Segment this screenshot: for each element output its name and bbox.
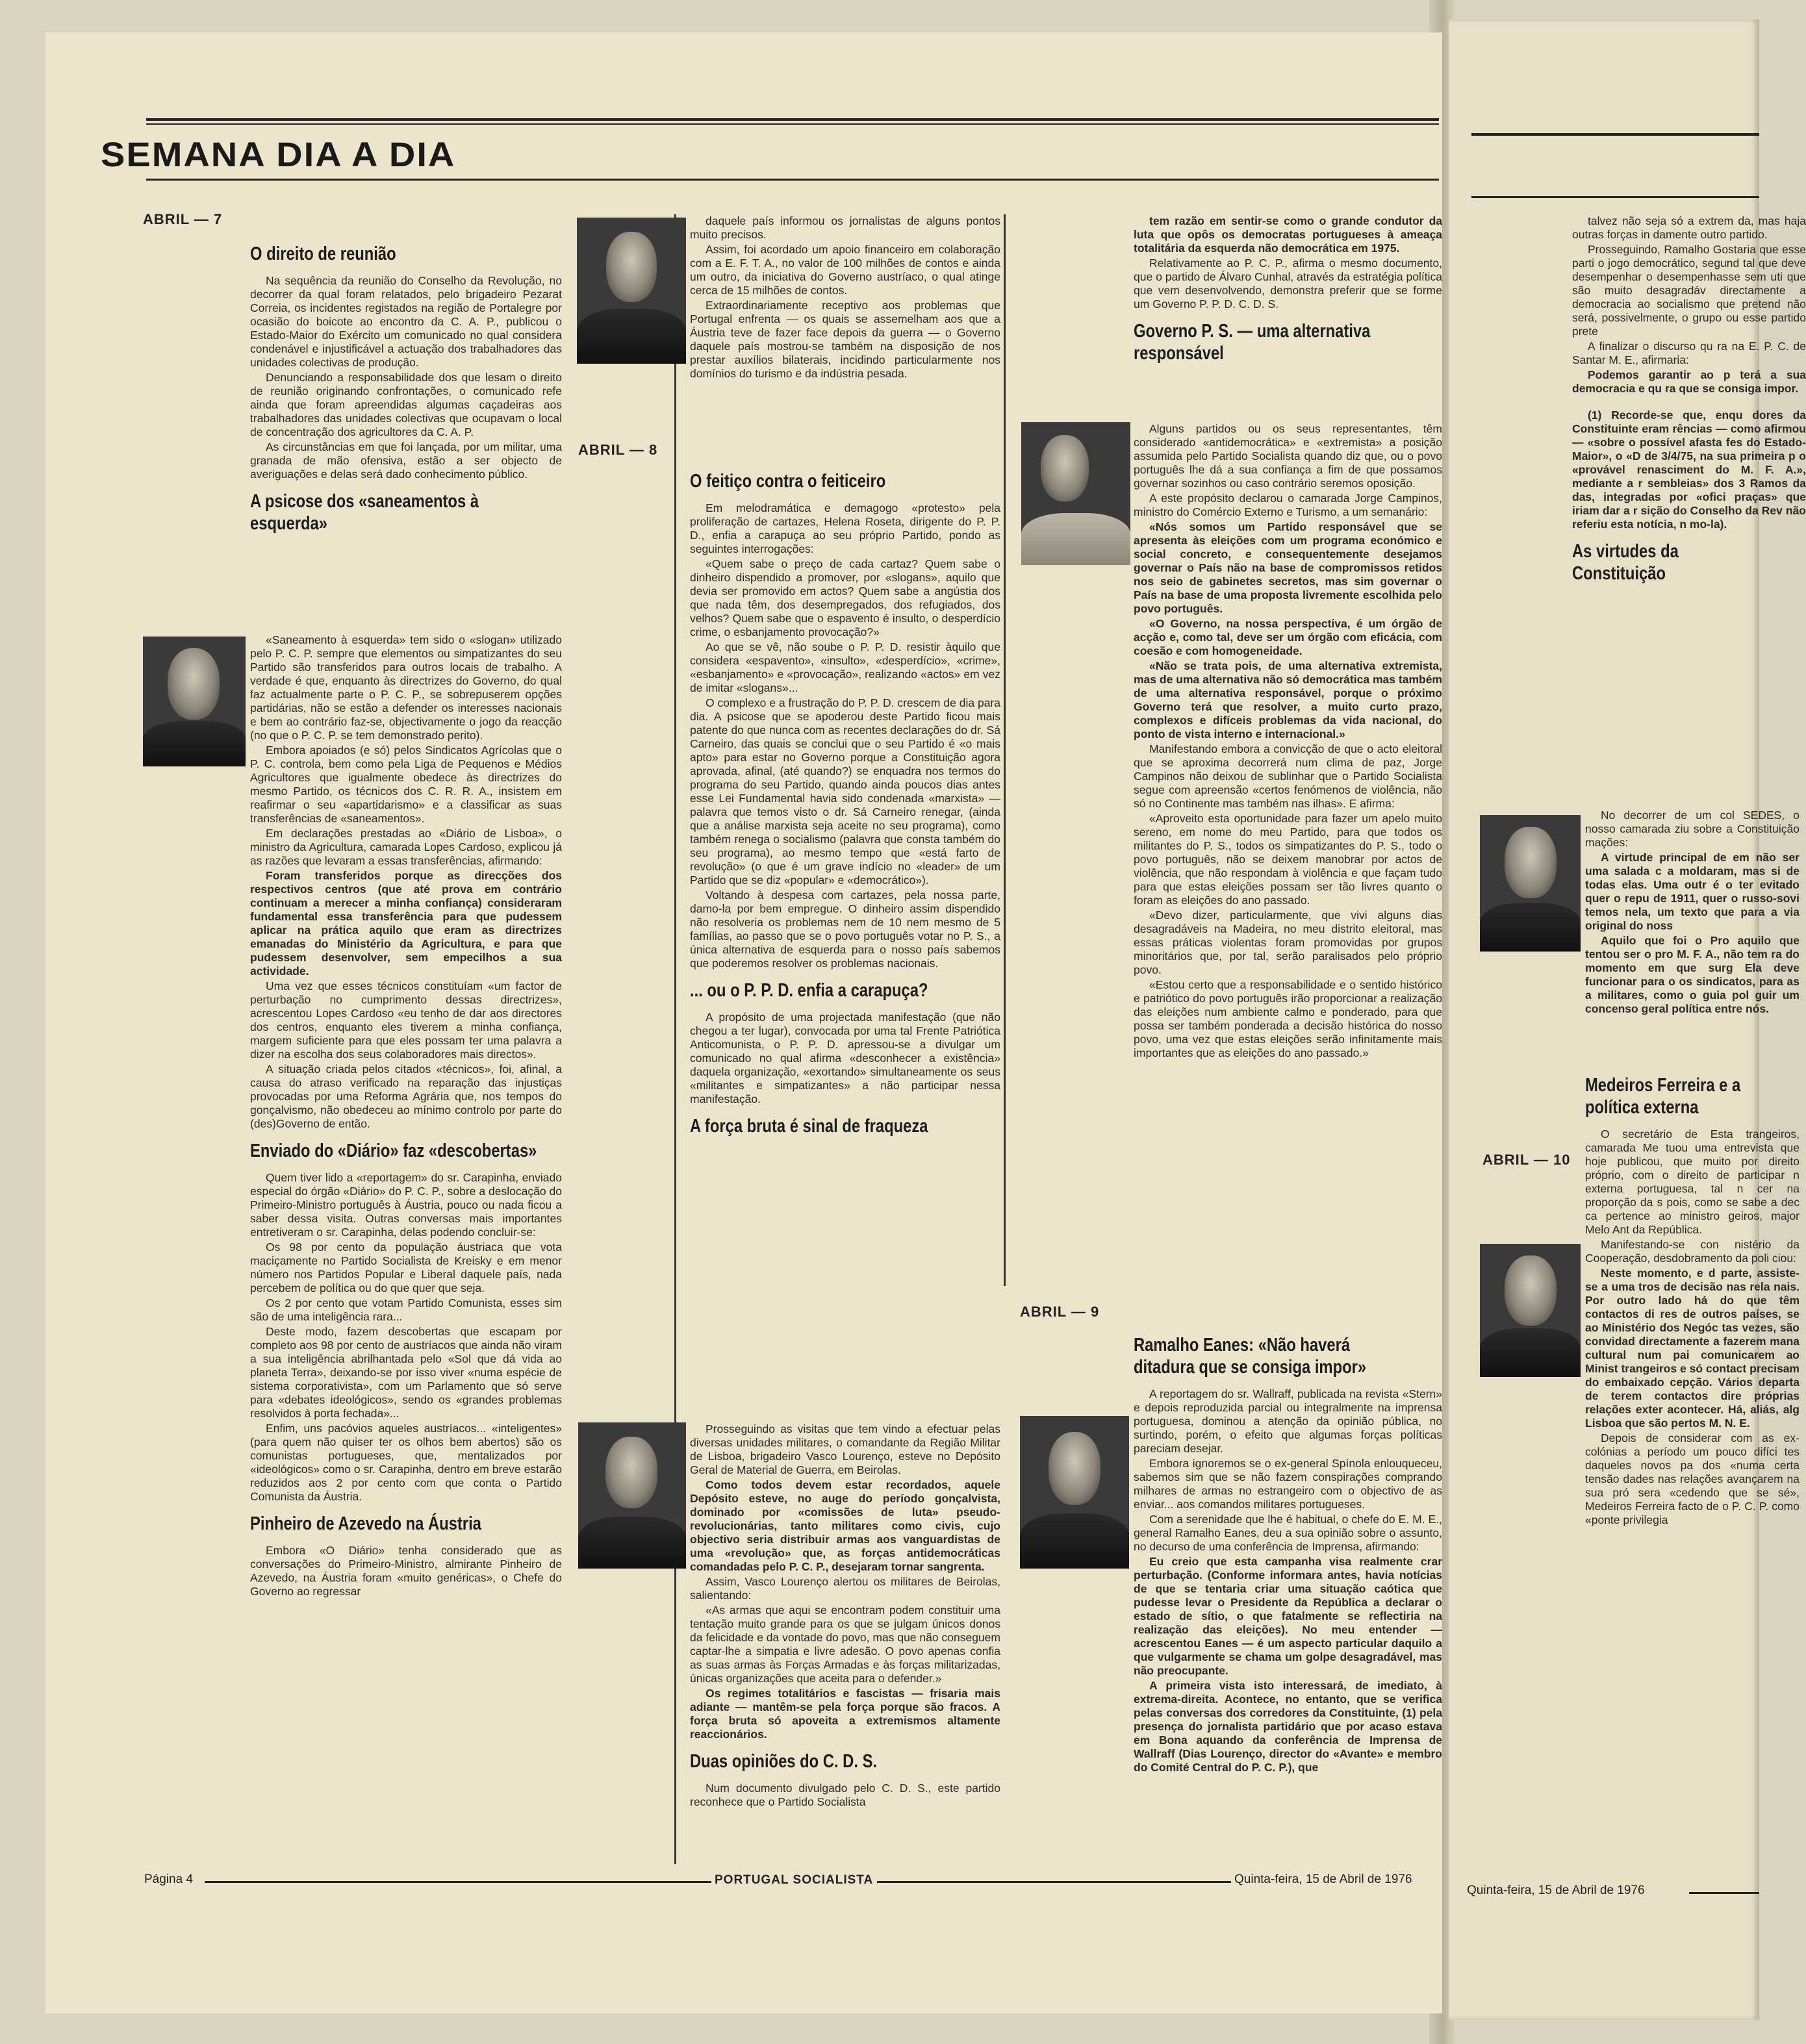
column-rule-1	[674, 214, 676, 1864]
date-label-9: ABRIL — 9	[1020, 1304, 1100, 1320]
paragraph: O complexo e a frustração do P. P. D. crescem de dia para dia. A psicose que se apoderou deste Partido ficou mais patente do que nunca com as recentes declarações do dr. Sá Carneiro, das quais se conclui que o seu Partido é «o mais apto» para estar no Governo porque a Constituição agora aprovada, afinal, (até quando?) se enquadra nos termos do programa do seu Partido, quando ainda poucos dias antes esse Lei Fundamental havia sido condenada «marxista» — palavra que temos visto o dr. Sá Carneiro renegar, (ainda que a análise marxista seja aceite no seu programa), como também renega o socialismo (palavra que consta também do seu programa), ao mesmo tempo que «está farto de revolução» (o que é um grave indício no «leader» de um Partido que se diz «popular» e «democrático»).	[690, 696, 1000, 887]
paragraph: Assim, Vasco Lourenço alertou os militares de Beirolas, salientando:	[690, 1575, 1000, 1602]
paragraph: Extraordinariamente receptivo aos problemas que Portugal enfrenta — os quais se assemelham aos que a Áustria teve de fazer face depois da guerra — o Governo daquele país mostrou-se também na disposição de nos prestar auxílios bilaterais, incidindo particularmente nos domínios do turismo e da indústria pesada.	[690, 299, 1000, 380]
paragraph: A primeira vista isto interessará, de imediato, à extrema-direita. Acontece, no entanto, que se verifica pelas conversas dos corredores da Constituinte, (1) pela presença do jornalista partidário que por acaso estava em Bona aquando da conferência de Imprensa de Wallraff (Dias Lourenço, director do «Avante» e membro do Comité Central do P. C. P.), que	[1134, 1679, 1442, 1774]
portrait-photo-vasco-lourenco	[578, 1422, 686, 1569]
paragraph: «Devo dizer, particularmente, que vivi alguns dias desagradáveis na Madeira, no meu distrito eleitoral, mas essas práticas violentas foram promovidas por grupos minoritários que, por tal, serão paralisados pelo próprio povo.	[1134, 909, 1442, 976]
paragraph: Manifestando embora a convicção de que o acto eleitoral que se aproxima decorrerá num clima de paz, Jorge Campinos não deixou de sublinhar que o Partido Socialista segue com apreensão «certos fenómenos de violência, não só no Continente mas também nas ilhas». E afirma:	[1134, 742, 1442, 810]
headline: A força bruta é sinal de fraqueza	[690, 1116, 928, 1137]
footer-rule-page2	[1689, 1892, 1759, 1894]
article-cds-continued	[1134, 214, 1442, 373]
headline: Duas opiniões do C. D. S.	[690, 1751, 878, 1772]
headline: ... ou o P. P. D. enfia a carapuça?	[690, 980, 928, 1001]
paragraph: Ao que se vê, não soube o P. P. D. resistir àquilo que considera «espavento», «insulto», «desperdício», «crime», «esbanjamento» e «provocação», realizando «actos» em vez de imitar «slogans»...	[690, 640, 1000, 694]
paragraph: A virtude principal de em não ser uma salada c a moldaram, mas si de todas elas. Uma outr é o ter evitado quer o repu de 1911, quer o russo-sovi temos nela, um texto que para a via original do noss	[1585, 851, 1800, 932]
article-governo-ps	[1134, 422, 1442, 1061]
paragraph: A reportagem do sr. Wallraff, publicada na revista «Stern» e depois reproduzida parcial ou integralmente na imprensa portuguesa, dominou a atenção da opinião pública, no surtindo, porém, o efeito que algumas forças políticas pareciam desejar.	[1134, 1387, 1442, 1455]
paragraph: tem razão em sentir-se como o grande condutor da luta que opôs os democratas portugueses à ameaça totalitária da esquerda não democrática em 1975.	[1134, 214, 1442, 255]
issue-date: Quinta-feira, 15 de Abril de 1976	[1234, 1873, 1412, 1886]
paragraph: Assim, foi acordado um apoio financeiro em colaboração com a E. F. T. A., no valor de 100 milhões de contos e ainda um outro, da iniciativa do Governo austríaco, o qual atinge cerca de 15 milhões de contos.	[690, 243, 1000, 297]
article-austria-continued	[690, 214, 1000, 382]
paragraph: Os 98 por cento da população áustriaca que vota maciçamente no Partido Socialista de Kreisky e em menor número nos Partidos Popular e Liberal daquele país, nada percebem de política ou do que quer que seja.	[250, 1241, 562, 1294]
paragraph: Na sequência da reunião do Conselho da Revolução, no decorrer da qual foram relatados, pelo brigadeiro Pezarat Correia, os incidentes registados na região de Portalegre por ocasião do boicote ao encontro da C. A. P., publicou o Estado-Maior do Exército um comunicado no qual considera condenável e injustificável a actuação dos trabalhadores das unidades colectivas de produção.	[250, 274, 562, 369]
paragraph-quote: «Não se trata pois, de uma alternativa extremista, mas de uma alternativa não só democrática mas também de uma alternativa responsável, porque o próximo Governo terá que resolver, a muito curto prazo, complexos e difíceis problemas da vida nacional, do ponto de vista interno e internacional.»	[1134, 659, 1442, 740]
footnote: (1) Recorde-se que, enqu dores da Constituinte eram rências — como afirmou — «sobre o possível afasta fes do Estado-Maior», o «D de 3/4/75, na sua primeira p o «provável renasciment do M. F. A.», mediante a r sembleias» dos 3 Ramos da das, integradas por «ofici praças» que iriam dar a r sição do Conselho da Rev não referiu esta notícia, n mo-la).	[1572, 409, 1806, 531]
article-ramalho-eanes	[1134, 1325, 1442, 1776]
issue-date-page2: Quinta-feira, 15 de Abril de 1976	[1467, 1884, 1645, 1897]
paragraph: No decorrer de um col SEDES, o nosso camarada ziu sobre a Constituição mações:	[1585, 809, 1800, 849]
portrait-photo-pinheiro-azevedo	[577, 218, 686, 364]
paragraph: «Saneamento à esquerda» tem sido o «slogan» utilizado pelo P. C. P. sempre que elementos ou simpatizantes do seu Partido são transferidos para outros locais de trabalho. A verdade é que, enquanto às directrizes do Governo, do qual faz actualmente parte o P. C. P., se sobrepuserem opções partidárias, não se estão a defender os interesses nacionais e bem ao contrário faz-se, objectivamente o jogo da reacção (no que o P. C. P. se tem demonstrado perito).	[250, 633, 562, 742]
paragraph: Denunciando a responsabilidade dos que lesam o direito de reunião originando confrontações, o comunicado refe ainda que foram apreendidas algumas caçadeiras aos trabalhadores das unidades colectivas que ocupavam o local de concentração dos agricultores da C. A. P.	[250, 371, 562, 438]
paragraph: O secretário de Esta trangeiros, camarada Me tuou uma entrevista que hoje publicou, que muito por direito próprio, com o direito de participar n externa portuguesa, tal n cer na proporção da s pois, como se sabe a dec ca pertence ao ministro geiros, major Melo Ant da República.	[1585, 1128, 1800, 1236]
paragraph: A situação criada pelos citados «técnicos», foi, afinal, a causa do atraso verificado na reparação das injustiças provocadas por uma Reforma Agrária que, nos tempos do gonçalvismo, não obedeceu ao mínimo controlo por parte do (des)Governo de então.	[250, 1063, 562, 1130]
paragraph: Uma vez que esses técnicos constituíam «um factor de perturbação no cumprimento dessas directrizes», acrescentou Lopes Cardoso «eu tenho de dar aos directores dos centros, enquanto eles tiverem a minha confiança, margem suficiente para que eles possam ter uma palavra a dizer na escolha dos seus colaboradores mais directos».	[250, 979, 562, 1061]
paragraph: Em declarações prestadas ao «Diário de Lisboa», o ministro da Agricultura, camarada Lopes Cardoso, explicou já as razões que levaram a essas transferências, afirmando:	[250, 827, 562, 867]
footer-rule-left	[205, 1881, 711, 1883]
paragraph-quote: «Nós somos um Partido responsável que se apresenta às eleições com um programa económico e social concreto, e consequentemente desejamos governar o País não na base de compromissos retidos nos seio de gabinetes secretos, mas sim governar o País na base de uma proposta livremente escolhida pelo povo português.	[1134, 520, 1442, 615]
top-rule-thin	[146, 123, 1439, 125]
paragraph: A propósito de uma projectada manifestação (que não chegou a ter lugar), convocada por uma tal Frente Patriótica Anticomunista, o P. P. D. apressou-se a divulgar um comunicado no qual afirma «desconhecer a existência» daquela organização, «exortando» simultaneamente os seus «militantes e simpatizantes» a não participar nessa manifestação.	[690, 1011, 1000, 1105]
paragraph: «Aproveito esta oportunidade para fazer um apelo muito sereno, em nome do meu Partido, para que todos os militantes do P. S., todos os simpatizantes do P. S., todo o povo português, não se deixem manobrar por actos de violência, que não respondam à violência e que façam tudo para que estas eleições possam ser tão livres quanto o foram as eleições do ano passado.	[1134, 812, 1442, 907]
paragraph: «As armas que aqui se encontram podem constituir uma tentação muito grande para os que se julgam únicos donos da felicidade e da vontade do povo, mas que não conseguem captar-lhe a simpatia e livre adesão. O povo apenas confia as suas armas às Forças Armadas e às forças militarizadas, únicas organizações que aceita para o defender.»	[690, 1604, 1000, 1685]
paragraph: Enfim, uns pacóvios aqueles austríacos... «inteligentes» (para quem não quiser ter os olhos bem abertos) são os comunistas portugueses, que, mentalizados por «ideológicos» como o sr. Carapinha, dentro em breve estarão reduzidos aos 2 por cento com que conta o Partido Comunista da Áustria.	[250, 1422, 562, 1503]
paragraph: Aquilo que foi o Pro aquilo que tentou ser o pro M. F. A., não tem ra do momento em que surg Ela deve funcionar para o os sindicatos, para as a militares, como o guia pol guir um concenso geral política entre nós.	[1585, 934, 1800, 1015]
article-continued	[1572, 214, 1806, 594]
paragraph: talvez não seja só a extrem da, mas haja outras forças in damente outro partido.	[1572, 214, 1806, 241]
paragraph: daquele país informou os jornalistas de alguns pontos muito precisos.	[690, 214, 1000, 241]
headline: O feitiço contra o feiticeiro	[690, 471, 886, 492]
portrait-photo-ramalho-eanes	[1020, 1416, 1129, 1569]
paragraph: Como todos devem estar recordados, aquele Depósito esteve, no auge do período gonçalvista, dominado por «comissões de luta» pseudo-revolucionárias, tanto militares como civis, cujo objectivo seria distribuir armas aos vanguardistas de uma «revolução» que, as forças antidemocráticas comandadas pelo P. C. P., desejaram tornar sangrenta.	[690, 1478, 1000, 1573]
paragraph: «Quem sabe o preço de cada cartaz? Quem sabe o dinheiro dispendido a promover, por «slogans», aquilo que devia ser promovido em actos? Quem sabe a angústia dos que nada têm, dos desempregados, dos refugiados, dos velhos? Quem sabe que o espavento é insulto, o desperdício crime, o esbanjamento provocação?»	[690, 557, 1000, 638]
article-direito-reuniao	[250, 234, 562, 544]
paragraph: Alguns partidos ou os seus representantes, têm considerado «antidemocrática» e «extremista» a posição assumida pelo Partido Socialista quando diz que, ou o povo português lhe dá a sua confiança a fim de que possamos governar sozinhos ou caso contrário seremos oposição.	[1134, 422, 1442, 490]
top-rule	[146, 118, 1439, 121]
top-rule-right	[1471, 133, 1759, 136]
paragraph: Prosseguindo as visitas que tem vindo a efectuar pelas diversas unidades militares, o comandante da Região Militar de Lisboa, brigadeiro Vasco Lourenço, esteve no Depósito Geral de Material de Guerra, em Beirolas.	[690, 1422, 1000, 1476]
paragraph: As circunstâncias em que foi lançada, por um militar, uma granada de mão ofensiva, estão a ser objecto de averiguações e delas será dado conhecimento público.	[250, 440, 562, 481]
paragraph-quote: Foram transferidos porque as direcções dos respectivos centros (que até prova em contrário continuam a merecer a minha confiança) consideraram fundamental essa transferência para que pudessem aplicar na prática aquilo que eram as directrizes emanadas do Ministério da Agricultura, e para que pudessem desenvolver, sem empecilhos a sua actividade.	[250, 869, 562, 978]
portrait-photo-jorge-campinos	[1021, 422, 1130, 565]
headline: O direito de reunião	[250, 244, 396, 264]
headline: Pinheiro de Azevedo na Áustria	[250, 1513, 481, 1534]
paragraph: Quem tiver lido a «reportagem» do sr. Carapinha, enviado especial do órgão «Diário» do P. C. P., sobre a deslocação do Primeiro-Ministro português à Áustria, pouco ou nada ficou a saber dessa visita. Outras conversas mais importantes entretiveram o sr. Carapinha, delas podendo concluir-se:	[250, 1171, 562, 1239]
paragraph: Podemos garantir ao p terá a sua democracia e qu ra que se consiga impor.	[1572, 368, 1806, 395]
paragraph-quote: «O Governo, na nossa perspectiva, é um órgão de acção e, como tal, deve ser um órgão com eficácia, com coesão e com homogeneidade.	[1134, 617, 1442, 657]
paragraph: Num documento divulgado pelo C. D. S., este partido reconhece que o Partido Socialista	[690, 1782, 1000, 1808]
paragraph: Em melodramática e demagogo «protesto» pela proliferação de cartazes, Helena Roseta, dirigente do P. P. D., enfia a carapuça ao seu próprio Partido, pondo as seguintes interrogações:	[690, 501, 1000, 555]
paragraph: Prosseguindo, Ramalho Gostaria que esse parti o jogo democrático, segund tal que deve desempenhar o desempenhasse sem uti que são muito desagradáv directamente a democracia ao socialismo que pretend não será, possivelmente, o grupo ou esse partido prete	[1572, 243, 1806, 338]
publication-name: PORTUGAL SOCIALISTA	[715, 1873, 874, 1887]
paragraph: Relativamente ao P. C. P., afirma o mesmo documento, que o partido de Álvaro Cunhal, através da estratégia política que vem desenvolvendo, demonstra preferir que se forme um Governo P. P. D. C. D. S.	[1134, 257, 1442, 310]
article-constituicao	[1585, 809, 1800, 1528]
date-label-7: ABRIL — 7	[143, 211, 223, 227]
footer-rule-right	[877, 1881, 1231, 1883]
date-label-8: ABRIL — 8	[578, 442, 658, 458]
masthead-underline	[146, 179, 1439, 181]
adjacent-page-column-lower	[1585, 809, 1800, 2023]
paragraph: A finalizar o discurso qu ra na E. P. C. de Santar M. E., afirmaria:	[1572, 340, 1806, 366]
paragraph: Os regimes totalitários e fascistas — frisaria mais adiante — mantêm-se pela força porque são fracos. A força bruta só apoveita a extremismos altamente reaccionários.	[690, 1687, 1000, 1741]
paragraph: A este propósito declarou o camarada Jorge Campinos, ministro do Comércio Externo e Turismo, a um semanário:	[1134, 492, 1442, 518]
paragraph: Embora «O Diário» tenha considerado que as conversações do Primeiro-Ministro, almirante Pinheiro de Azevedo, na Áustria foram «muito genéricas», o Chefe do Governo ao regressar	[250, 1544, 562, 1598]
article-feitico	[690, 461, 1000, 1146]
paragraph: «Estou certo que a responsabilidade e o sentido histórico e patriótico do povo português irão proporcionar a realização das eleições num ambiente calmo e ponderado, para que possa ser também ponderada a decisão histórica do nosso povo, uma vez que estas eleições serão infinitamente mais importantes que as eleições do ano passado.»	[1134, 978, 1442, 1059]
portrait-photo-speaker-sedes	[1480, 815, 1581, 952]
headline: A psicose dos «saneamentos à esquerda»	[250, 491, 479, 534]
portrait-photo-lopes-cardoso	[143, 637, 246, 766]
date-label-10: ABRIL — 10	[1482, 1152, 1571, 1168]
rule-right-2	[1471, 196, 1759, 198]
headline: Ramalho Eanes: «Não haverá ditadura que se consiga impor»	[1134, 1335, 1367, 1378]
page-number: Página 4	[144, 1873, 194, 1886]
paragraph: Eu creio que esta campanha visa realmente crar perturbação. (Conforme informara antes, havia notícias de que se tentaria criar uma situação caótica que pudesse levar o Presidente da República a declarar o estado de sítio, o que fatalmente se reflectiria na realização das eleições). No meu entender — acrescentou Eanes — é um aspecto particular daquilo a que vulgarmente se chama um golpe desagradável, mas não preocupante.	[1134, 1555, 1442, 1677]
portrait-photo-medeiros-ferreira	[1480, 1244, 1581, 1377]
column-rule-2	[1004, 214, 1006, 1286]
paragraph: Neste momento, e d parte, assiste-se a uma tros de decisão nas rela nais. Por outro lado há do que têm contactos di res de outros países, se ao Ministério dos Negóc tas vezes, são convidad directamente a fazerem mana cultural num pai comunicarem ao Minist trangeiros e só contact precisam do embaixado cepção. Vários departa de terem contactos dire próprias relações exter acontecer. Há, aliás, alg Lisboa que são pertos M. N. E.	[1585, 1267, 1800, 1430]
headline: As virtudes da Constituição	[1572, 541, 1679, 584]
page-title: SEMANA DIA A DIA	[101, 134, 456, 174]
headline: Medeiros Ferreira e a política externa	[1585, 1075, 1741, 1118]
paragraph: Embora apoiados (e só) pelos Sindicatos Agrícolas que o P. C. controla, bem como pela Liga de Pequenos e Médios Agricultores que igualmente obedece às directrizes do mesmo Partido, os técnicos dos C. R. R. A., insistem em reafirmar o seu «apartidarismo» e a classificar as suas transferências de «saneamentos».	[250, 744, 562, 825]
paragraph: Deste modo, fazem descobertas que escapam por completo aos 98 por cento de austríacos que ainda não viram a sua inteligência abrilhantada pelo «Sol que dá vida ao planeta Terra», deixando-se por isso viver «numa espécie de sistema corporativista», com um Parlamento que só serve para «debates ideológicos», sendo os «grandes problemas resolvidos à porta fechada»...	[250, 1325, 562, 1420]
article-saneamentos	[250, 633, 562, 1600]
paragraph: Voltando à despesa com cartazes, pela nossa parte, damo-la por bem empregue. O dinheiro assim dispendido não resolveria os problemas nem de 10 nem mesmo de 5 famílias, ao passo que se o povo português votar no P. S., a única alternativa de esquerda para o nosso país sabemos que poderemos resolver os problemas nacionais.	[690, 889, 1000, 970]
paragraph: Manifestando-se con nistério da Cooperação, desdobramento da poli ciou:	[1585, 1238, 1800, 1265]
article-forca-bruta	[690, 1422, 1000, 1810]
headline: Enviado do «Diário» faz «descobertas»	[250, 1141, 537, 1161]
headline: Governo P. S. — uma alternativa responsável	[1134, 321, 1371, 364]
paragraph: Os 2 por cento que votam Partido Comunista, esses sim são de uma inteligência rara...	[250, 1296, 562, 1323]
paragraph: Com a serenidade que lhe é habitual, o chefe do E. M. E., general Ramalho Eanes, deu a sua opinião sobre o assunto, no decurso de uma conferência de Imprensa, afirmando:	[1134, 1513, 1442, 1553]
paragraph: Depois de considerar com as ex-colónias a período um pouco difíci tes daqueles novos pa dos «numa certa tensão dades nas relações avançarem na sua pró sera «cedendo que se sé», Medeiros Ferreira facto de o P. C. P. como «ponte privilegia	[1585, 1432, 1800, 1526]
paragraph: Embora ignoremos se o ex-general Spínola enlouqueceu, sabemos sim que se não fazem conspirações comprando milhares de armas no estrangeiro com o objectivo de as enviar... aos comandos militares portugueses.	[1134, 1457, 1442, 1511]
